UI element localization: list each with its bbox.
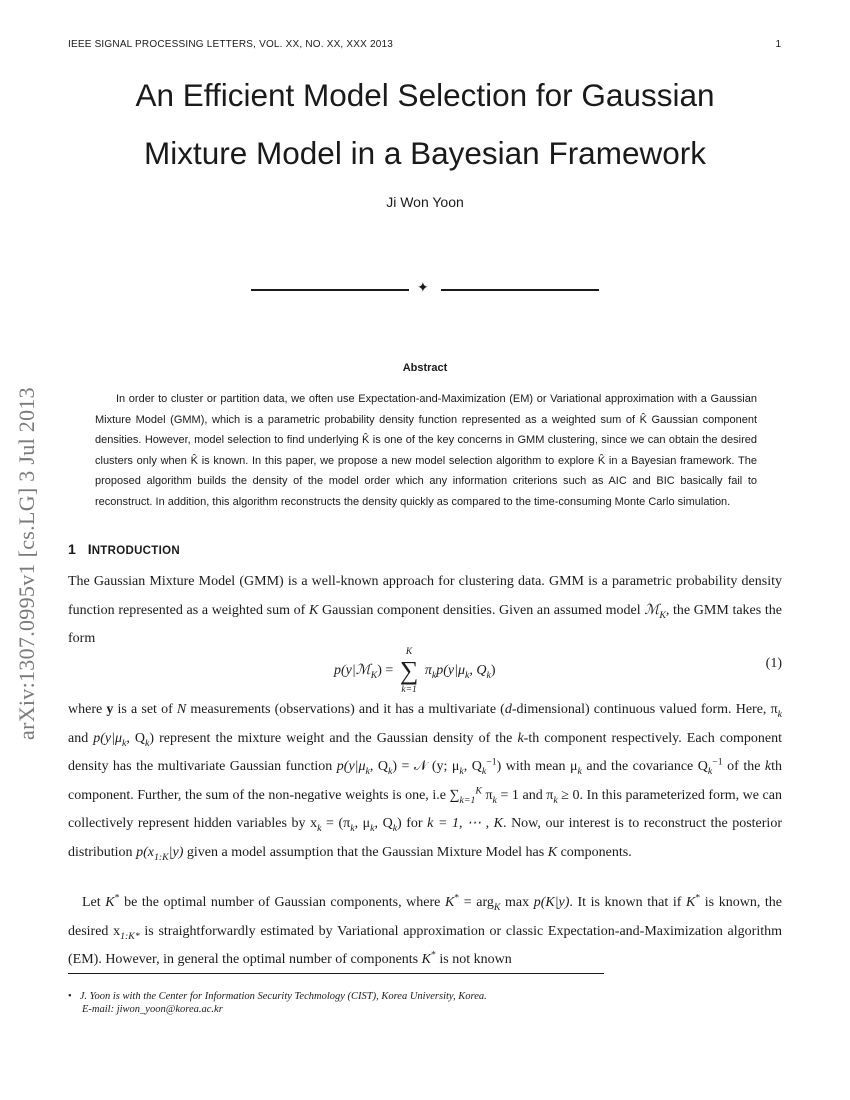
intro-paragraph-1: The Gaussian Mixture Model (GMM) is a well-known approach for clustering data. GMM is a parametric probability density function represented as a weighted sum of K Gaussian component densities. Given an assumed model ℳ$_K$, the GMM takes the form <box>68 574 782 646</box>
section-title-rest: NTRODUCTION <box>91 545 180 557</box>
footnote-rule <box>68 973 604 974</box>
equation-number: (1) <box>765 656 782 671</box>
divider-right <box>441 289 599 291</box>
title-line-2: Mixture Model in a Bayesian Framework <box>144 135 706 171</box>
abstract-heading: Abstract <box>402 362 448 374</box>
section-title-initial: I <box>87 541 92 557</box>
page-number: 1 <box>775 39 781 50</box>
footnote-email: E-mail: jiwon_yoon@korea.ac.kr <box>82 1004 223 1015</box>
arxiv-stamp: arXiv:1307.0995v1 [cs.LG] 3 Jul 2013 <box>14 387 39 740</box>
divider-left <box>251 289 409 291</box>
intro-paragraph-3: Let K* be the optimal number of Gaussian components, where K* = arg$_K$ max p(K|y). It is known that if K* is known, the desired $x_{1:K*}$ is straightforwardly estimated by Variational approximation or classic Expectation-and-Maximization algorithm (EM). However, in general the optimal number of components K* is not known <box>68 892 782 967</box>
title-line-1: An Efficient Model Selection for Gaussian <box>135 77 715 113</box>
footnote-affiliation: J. Yoon is with the Center for Information Security Techmology (CIST), Korea University, Korea. <box>79 991 487 1002</box>
author-name: Ji Won Yoon <box>386 194 464 210</box>
section-heading <box>68 541 180 557</box>
diamond-ornament-icon: ✦ <box>417 281 429 296</box>
paper-title <box>60 66 790 182</box>
footnote-bullet: • <box>68 991 72 1002</box>
section-number: 1 <box>68 541 76 557</box>
intro-paragraph-2: where y is a set of N measurements (observations) and it has a multivariate (d-dimensional) continuous valued form. Here, $\pi_k$ and $p(y|\mu_k$, $Q_k$) represent the mixture weight and the Gaussian density of the k-th component respectively. Each component density has the multivariate Gaussian function $p(y|\mu_k$, $Q_k$) = 𝒩 (y; $\mu_k$, $Q_k^{-1}$) with mean $\mu_k$ and the covariance $Q_k^{-1}$ of the kth component. Further, the sum of the non-negative weights is one, i.e $\sum_{k=1}^K$ $\pi_k = 1$ and $\pi_k \ge 0$. In this parameterized form, we can collectively represent hidden variables by $x_k = (\pi_k$, $\mu_k$, $Q_k$) for k = 1, ⋯ , K. Now, our interest is to reconstruct the posterior distribution $p(x_{1:K}|y)$ given a model assumption that the Gaussian Mixture Model has K components. <box>68 702 783 863</box>
running-head: IEEE SIGNAL PROCESSING LETTERS, VOL. XX, NO. XX, XXX 2013 <box>68 39 394 50</box>
summation-symbol: K ∑ k=1 <box>399 647 419 695</box>
abstract-body: In order to cluster or partition data, we often use Expectation-and-Maximization (EM) or Variational approximation with a Gaussian Mixture Model (GMM), which is a parametric probability density function represented as a weighted sum of K̂ Gaussian component densities. However, model selection to find underlying K̂ is one of the key concerns in GMM clustering, since we can obtain the desired clusters only when K̂ is known. In this paper, we propose a new model selection algorithm to explore K̂ in a Bayesian framework. The proposed algorithm builds the density of the model order which any information criterions such as AIC and BIC basically fail to reconstruct. In addition, this algorithm reconstructs the density quickly as compared to the time-consuming Monte Carlo simulation. <box>95 393 757 508</box>
author-footnote <box>68 990 487 1016</box>
equation-1: p(y|ℳ$_K$) = K ∑ k=1 $\pi_kp(y|\mu_k$, $Q_k$) <box>334 647 496 695</box>
